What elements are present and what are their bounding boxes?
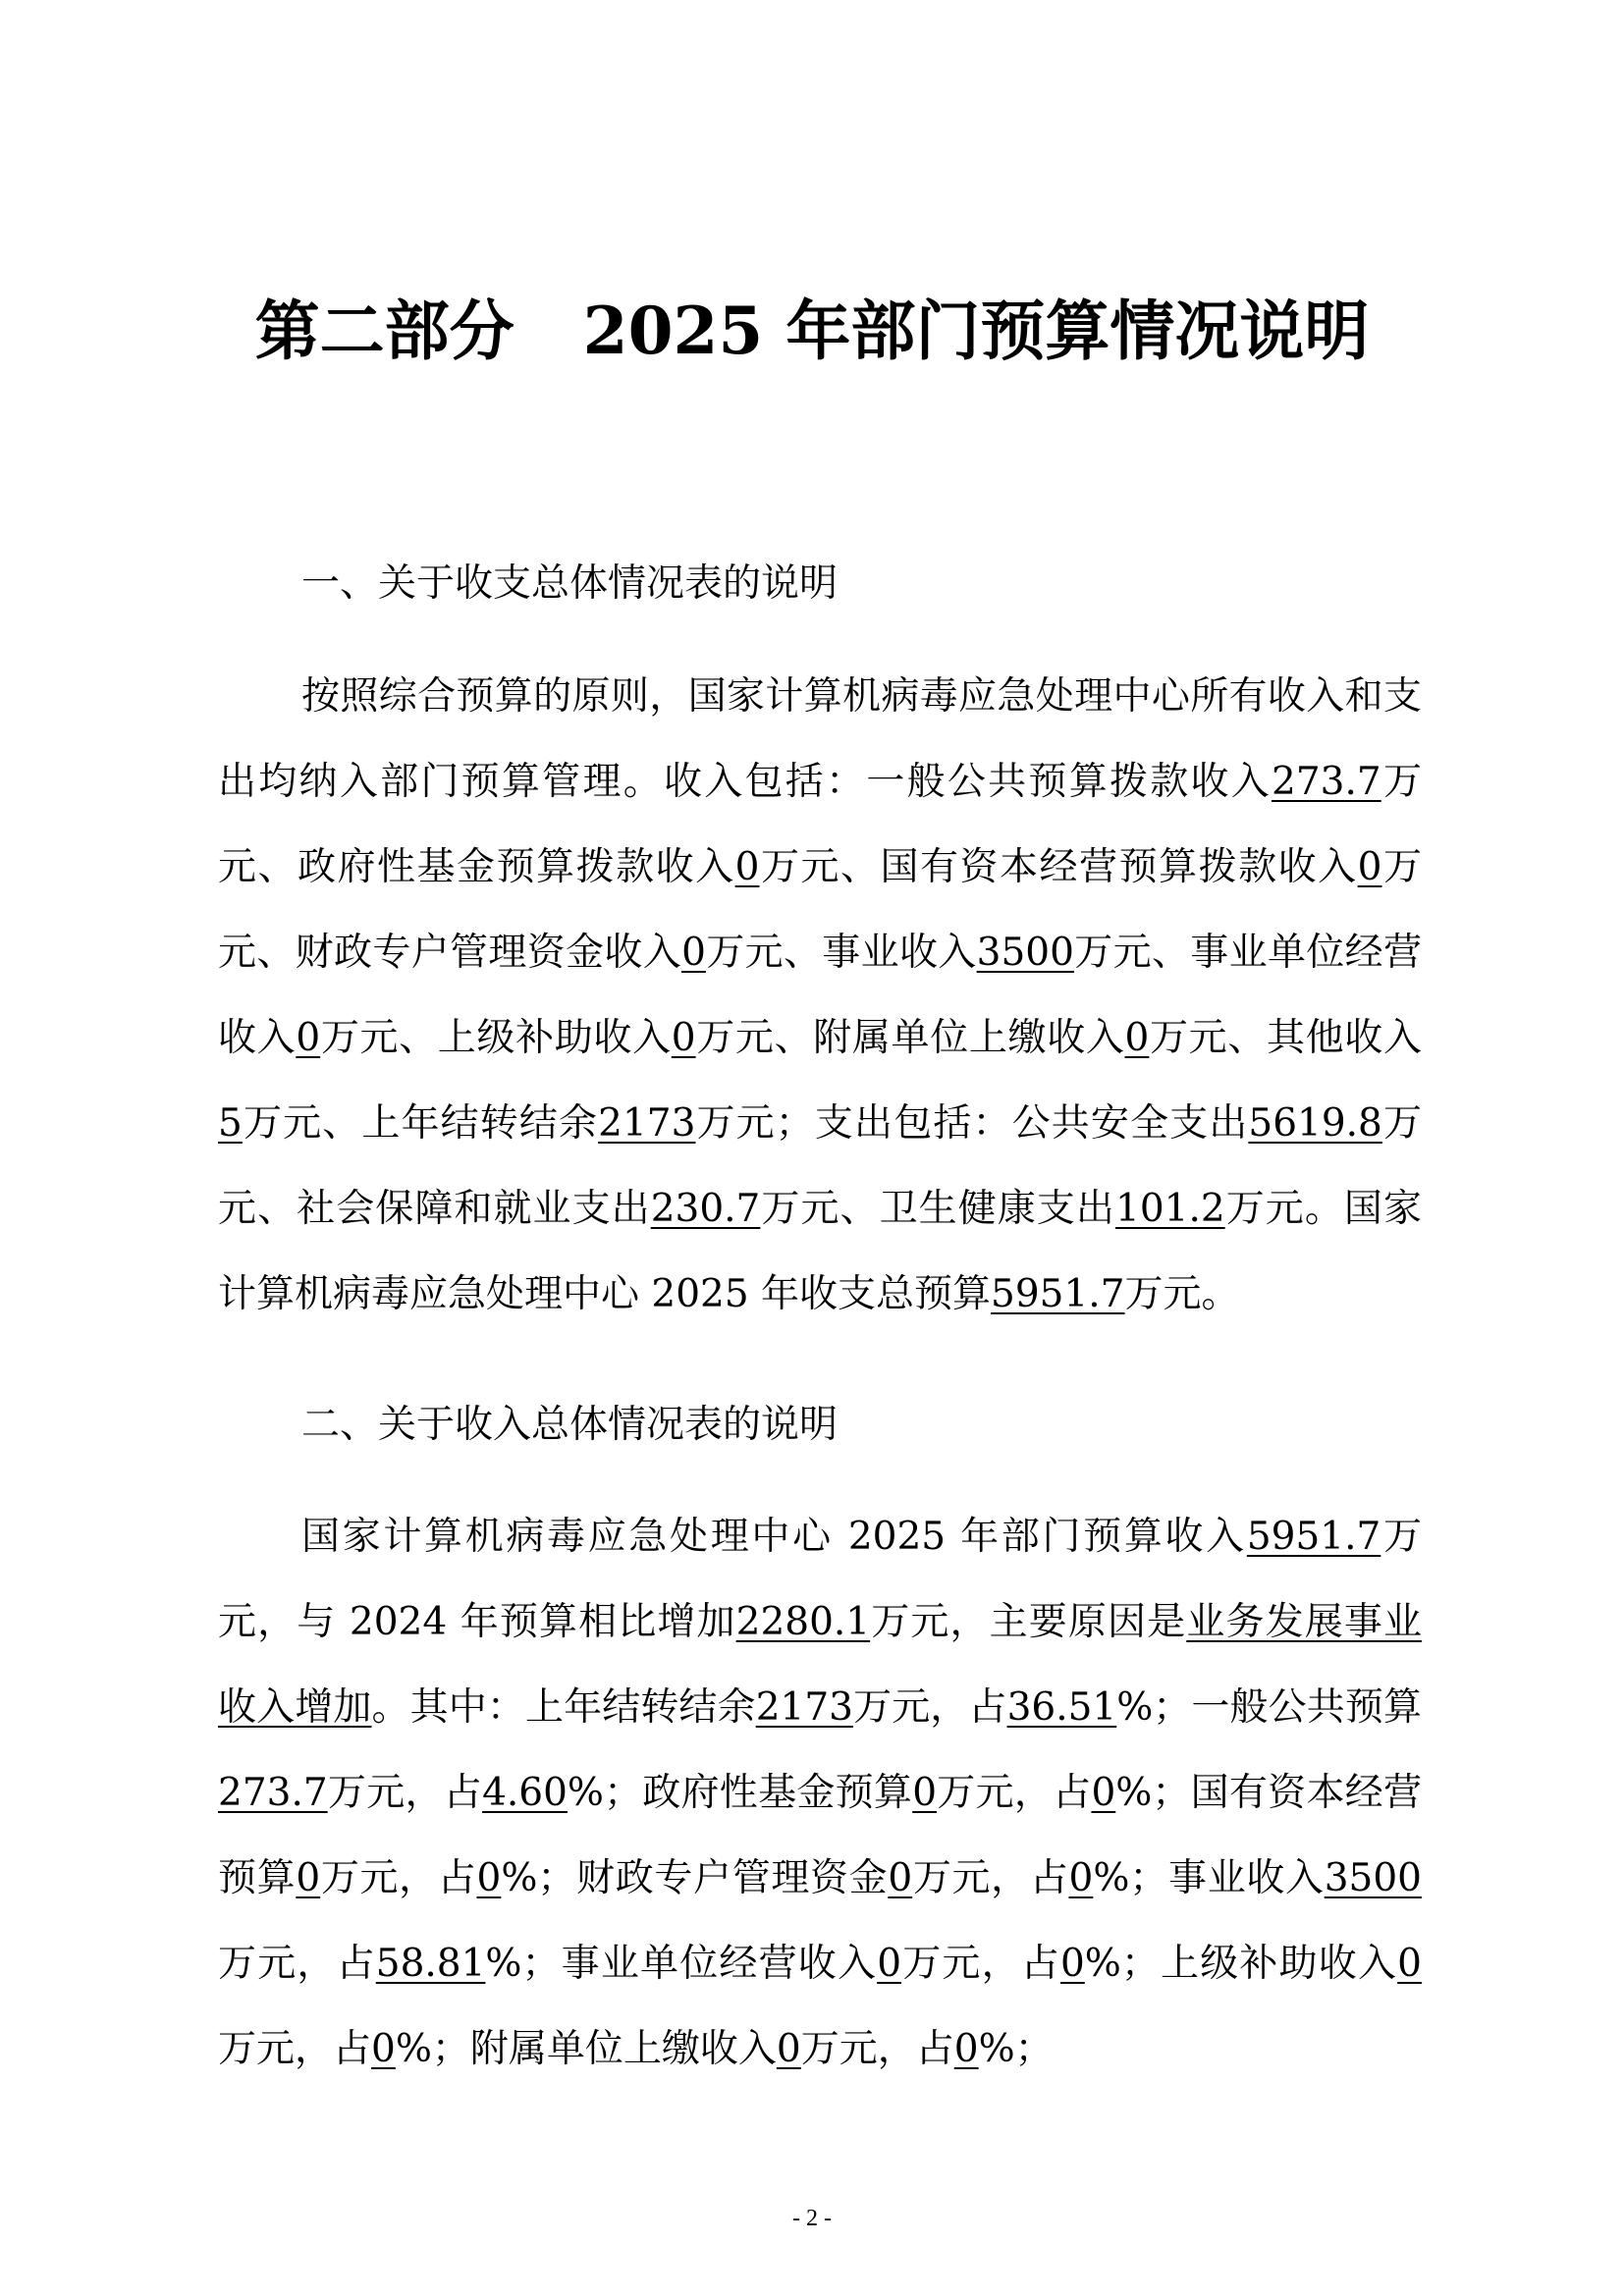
underlined-value: 5619.8 [1248,1101,1382,1146]
paragraph-text: 万元、上年结转结余 [242,1101,599,1146]
section-2-paragraph [218,1494,1422,2092]
paragraph-text: 万元、财政专户管理资金收入 [218,845,1422,975]
paragraph-text: 万元，占 [937,1771,1092,1815]
section-1-paragraph [218,654,1422,1337]
paragraph-text: 万元，占 [912,1856,1069,1900]
paragraph-text: 万元、政府性基金预算拨款收入 [218,760,1422,889]
paragraph-text: 万元，占 [218,2027,372,2071]
underlined-value: 0 [476,1856,502,1900]
underlined-value: 0 [776,2027,801,2071]
underlined-value: 3500 [976,931,1074,975]
underlined-value: 0 [681,931,706,975]
title-main: 2025 年部门预算情况说明 [582,293,1370,369]
paragraph-text: 。其中：上年结转结余 [371,1685,756,1730]
underlined-value: 2173 [598,1101,696,1146]
underlined-value: 业务发展事业收入增加 [218,1600,1422,1730]
paragraph-text: 万元，占 [320,1856,477,1900]
underlined-value: 273.7 [1272,760,1381,804]
underlined-value: 0 [296,1016,321,1060]
underlined-value: 0 [953,2027,979,2071]
paragraph-text: 万元、事业单位经营收入 [218,931,1422,1060]
underlined-value: 273.7 [218,1771,328,1815]
paragraph-text: 万元、事业收入 [705,931,977,975]
underlined-value: 5951.7 [991,1272,1125,1316]
underlined-value: 101.2 [1115,1187,1225,1231]
underlined-value: 0 [1059,1942,1085,1986]
paragraph-text: 万元、卫生健康支出 [760,1187,1115,1231]
underlined-value: 3500 [1324,1856,1422,1900]
underlined-value: 58.81 [375,1942,486,1986]
paragraph-text: 万元，占 [327,1771,483,1815]
underlined-value: 0 [371,2027,396,2071]
paragraph-text: %；上级补助收入 [1084,1942,1398,1986]
underlined-value: 0 [1068,1856,1094,1900]
paragraph-text: %；政府性基金预算 [567,1771,913,1815]
paragraph-text: 万元、附属单位上缴收入 [695,1016,1125,1060]
paragraph-text: 万元，占 [800,2027,954,2071]
underlined-value: 0 [1357,845,1382,889]
underlined-value: 36.51 [1006,1685,1117,1730]
paragraph-text: 万元、国有资本经营预算拨款收入 [759,845,1358,889]
section-heading-2: 二、关于收入总体情况表的说明 [301,1403,839,1447]
page-title [0,287,1624,375]
paragraph-text: %； [978,2027,1054,2071]
underlined-value: 0 [912,1771,938,1815]
underlined-value: 0 [1124,1016,1150,1060]
underlined-value: 2280.1 [735,1600,871,1644]
paragraph-text: 万元、社会保障和就业支出 [218,1101,1422,1231]
paragraph-text: 万元，主要原因是 [870,1600,1187,1644]
underlined-value: 2173 [755,1685,853,1730]
underlined-value: 0 [671,1016,696,1060]
underlined-value: 0 [1397,1942,1422,1986]
paragraph-text: 万元，占 [218,1942,376,1986]
page-number: - 2 - [792,2206,832,2231]
paragraph-text: %；事业收入 [1093,1856,1325,1900]
underlined-value: 230.7 [650,1187,761,1231]
title-part: 第二部分 [254,293,514,369]
paragraph-text: %；事业单位经营收入 [485,1942,878,1986]
paragraph-text: 万元，与 2024 年预算相比增加 [218,1515,1422,1644]
underlined-value: 4.60 [482,1771,568,1815]
paragraph-text: %；附属单位上缴收入 [395,2027,777,2071]
underlined-value: 0 [888,1856,913,1900]
paragraph-text: 万元。国家计算机病毒应急处理中心 2025 年收支总预算 [218,1187,1422,1316]
paragraph-text: 万元、上级补助收入 [320,1016,672,1060]
underlined-value: 0 [1091,1771,1116,1815]
section-heading-1: 一、关于收支总体情况表的说明 [301,561,839,606]
paragraph-text: 万元，占 [852,1685,1007,1730]
paragraph-text: 万元。 [1124,1272,1240,1316]
paragraph-text: 万元；支出包括：公共安全支出 [695,1101,1249,1146]
paragraph-text: 国家计算机病毒应急处理中心 2025 年部门预算收入 [301,1515,1247,1559]
paragraph-text: %；财政专户管理资金 [501,1856,889,1900]
underlined-value: 5 [218,1101,243,1146]
underlined-value: 5951.7 [1246,1515,1381,1559]
paragraph-text: 万元、其他收入 [1149,1016,1422,1060]
paragraph-text: %；国有资本经营预算 [218,1771,1422,1900]
underlined-value: 0 [877,1942,902,1986]
underlined-value: 0 [734,845,760,889]
paragraph-text: %；一般公共预算 [1116,1685,1422,1730]
paragraph-text: 按照综合预算的原则，国家计算机病毒应急处理中心所有收入和支出均纳入部门预算管理。收入包括：一般公共预算拨款收入 [218,674,1422,804]
paragraph-text: 万元，占 [901,1942,1060,1986]
underlined-value: 0 [296,1856,321,1900]
